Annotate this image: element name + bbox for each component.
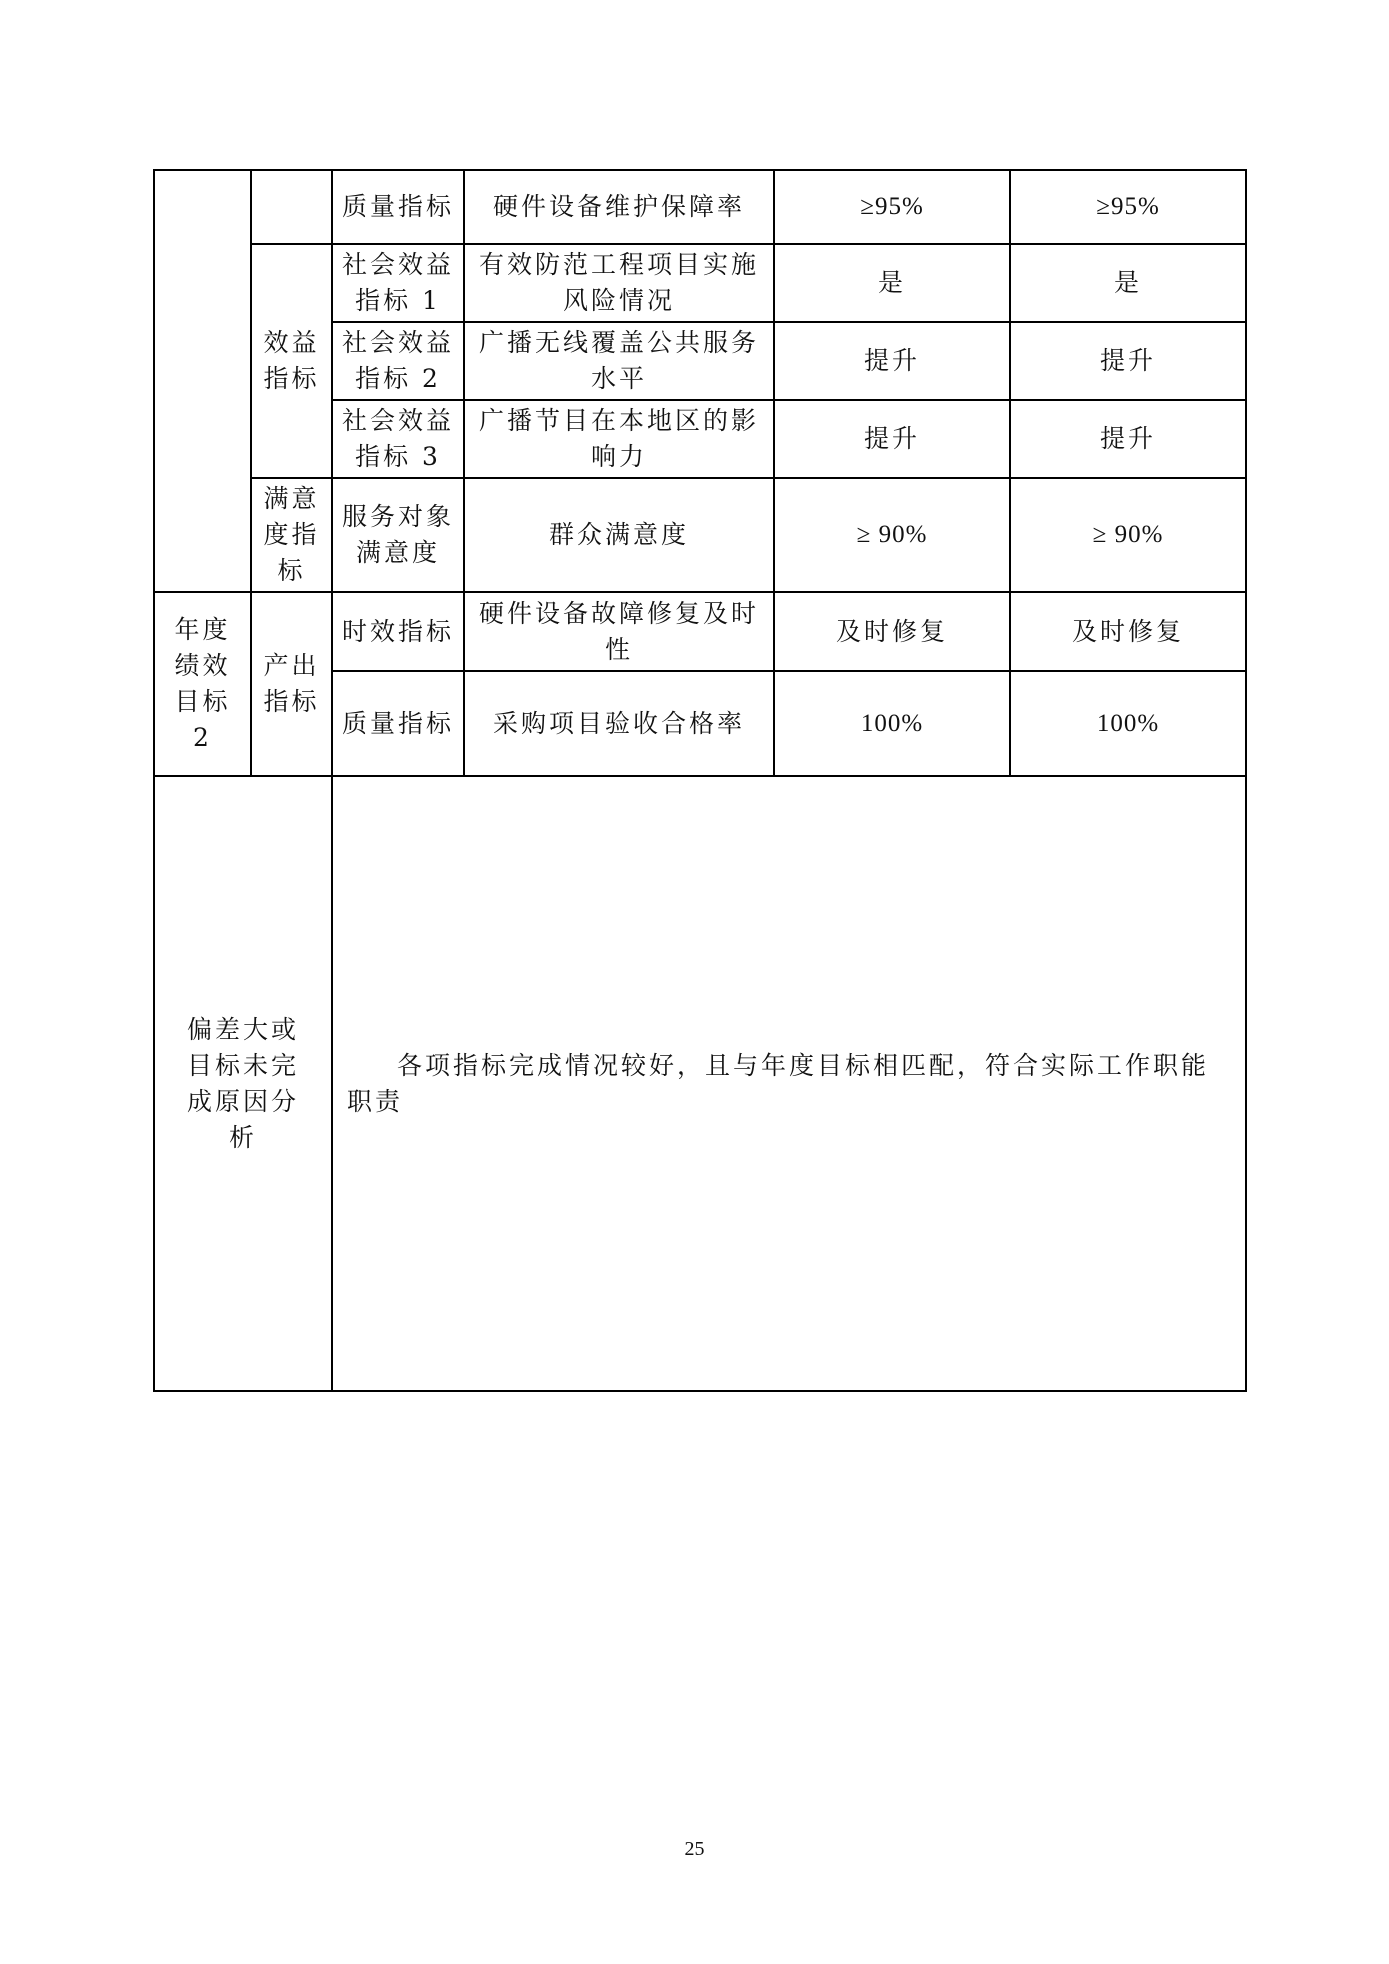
table-row [154, 776, 1246, 1391]
table-row [154, 170, 1246, 244]
indicator-level3: 质量指标 [332, 170, 464, 244]
annual-target: 100% [774, 671, 1010, 776]
indicator-level3: 社会效益指标 1 [332, 244, 464, 322]
empty-cell [251, 170, 332, 244]
indicator-level3: 质量指标 [332, 671, 464, 776]
annual-target: 提升 [774, 322, 1010, 400]
table-row [154, 592, 1246, 671]
indicator-level3: 服务对象满意度 [332, 478, 464, 592]
actual-value: ≥ 90% [1010, 478, 1246, 592]
annual-target: ≥95% [774, 170, 1010, 244]
actual-value: 提升 [1010, 322, 1246, 400]
indicator-level3: 社会效益指标 3 [332, 400, 464, 478]
actual-value: 提升 [1010, 400, 1246, 478]
page-number: 25 [684, 1838, 705, 1860]
indicator-level3: 社会效益指标 2 [332, 322, 464, 400]
empty-cell [154, 170, 251, 592]
analysis-text: 各项指标完成情况较好，且与年度目标相匹配，符合实际工作职能职责 [347, 1050, 1210, 1116]
table-row [154, 244, 1246, 322]
satisfaction-indicator-label: 满意度指标 [251, 478, 332, 592]
annual-target: ≥ 90% [774, 478, 1010, 592]
annual-target: 是 [774, 244, 1010, 322]
actual-value: 100% [1010, 671, 1246, 776]
indicator-name: 有效防范工程项目实施风险情况 [464, 244, 774, 322]
annual-goal-2-label: 年度绩效目标 2 [154, 592, 251, 776]
actual-value: ≥95% [1010, 170, 1246, 244]
indicator-name: 硬件设备故障修复及时性 [464, 592, 774, 671]
annual-target: 提升 [774, 400, 1010, 478]
performance-table [153, 169, 1247, 1392]
analysis-label: 偏差大或目标未完成原因分析 [154, 776, 332, 1391]
indicator-name: 广播节目在本地区的影响力 [464, 400, 774, 478]
indicator-name: 群众满意度 [464, 478, 774, 592]
indicator-name: 硬件设备维护保障率 [464, 170, 774, 244]
actual-value: 及时修复 [1010, 592, 1246, 671]
benefit-indicator-label: 效益指标 [251, 244, 332, 478]
annual-target: 及时修复 [774, 592, 1010, 671]
actual-value: 是 [1010, 244, 1246, 322]
indicator-level3: 时效指标 [332, 592, 464, 671]
indicator-name: 采购项目验收合格率 [464, 671, 774, 776]
table-row [154, 478, 1246, 592]
output-indicator-label: 产出指标 [251, 592, 332, 776]
analysis-cell [332, 776, 1246, 1391]
indicator-name: 广播无线覆盖公共服务水平 [464, 322, 774, 400]
